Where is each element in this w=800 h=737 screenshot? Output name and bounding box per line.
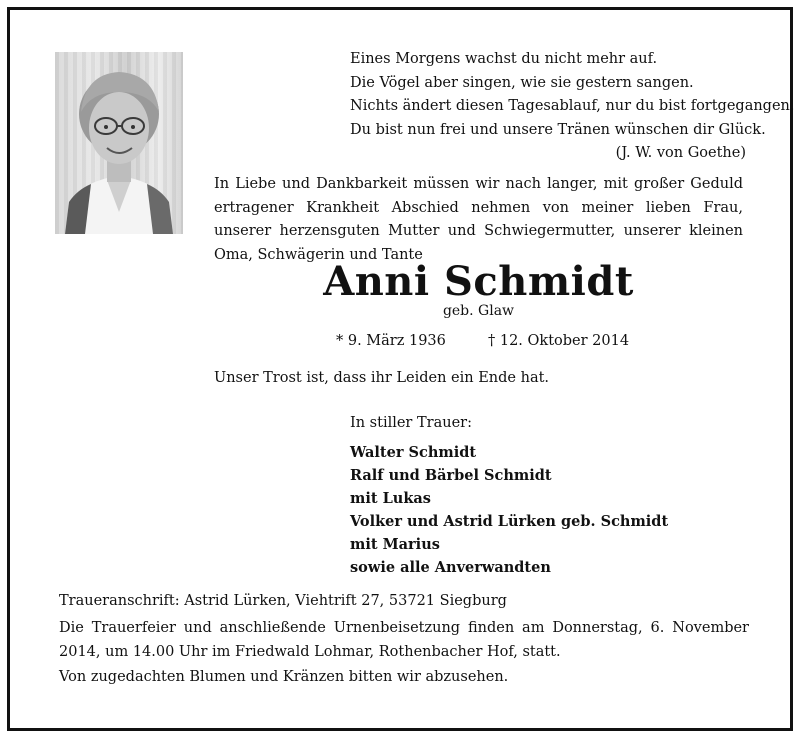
mourner-name: sowie alle Anverwandten: [350, 559, 551, 576]
portrait-figure: [55, 52, 183, 234]
flowers-note: Von zugedachten Blumen und Kränzen bitten wir abzusehen.: [59, 669, 509, 685]
mourning-address: Traueranschrift: Astrid Lürken, Viehtrift 27, 53721 Siegburg: [59, 593, 507, 609]
poem: [350, 48, 795, 166]
mourner-name: Ralf und Bärbel Schmidt: [350, 467, 552, 484]
ceremony-info: Die Trauerfeier und anschließende Urnenbeisetzung finden am Donnerstag, 6. November 2014, um 14.00 Uhr im Friedwald Lohmar, Rothenbacher Hof, statt.: [59, 620, 749, 660]
mourners-list: [350, 441, 668, 579]
mourner-name: mit Lukas: [350, 490, 431, 507]
consolation-text: Unser Trost ist, dass ihr Leiden ein Ende hat.: [214, 370, 550, 386]
mourner-name: Walter Schmidt: [350, 444, 477, 461]
poem-line: Eines Morgens wachst du nicht mehr auf.: [350, 51, 658, 67]
poem-line: Nichts ändert diesen Tagesablauf, nur du bist fortgegangen.: [350, 98, 795, 114]
mourner-name: Volker und Astrid Lürken geb. Schmidt: [350, 513, 669, 530]
maiden-name: geb. Glaw: [442, 303, 515, 319]
portrait-photo: [55, 52, 183, 234]
birth-date: * 9. März 1936: [336, 333, 446, 349]
mourning-label: In stiller Trauer:: [350, 415, 472, 431]
poem-line: Du bist nun frei und unsere Tränen wünschen dir Glück.: [350, 121, 766, 138]
poem-author: (J. W. von Goethe): [615, 145, 746, 161]
death-date: † 12. Oktober 2014: [488, 333, 630, 349]
deceased-name: Anni Schmidt: [323, 258, 634, 305]
intro-text: In Liebe und Dankbarkeit müssen wir nach langer, mit großer Geduld ertragener Krankheit Abschied nehmen von meiner lieben Frau, unserer herzensguten Mutter und Schwiegermutter, unserer kleinen Oma, Schwägerin und Tante: [214, 176, 743, 263]
poem-line: Die Vögel aber singen, wie sie gestern sangen.: [350, 74, 694, 91]
mourner-name: mit Marius: [350, 536, 440, 553]
